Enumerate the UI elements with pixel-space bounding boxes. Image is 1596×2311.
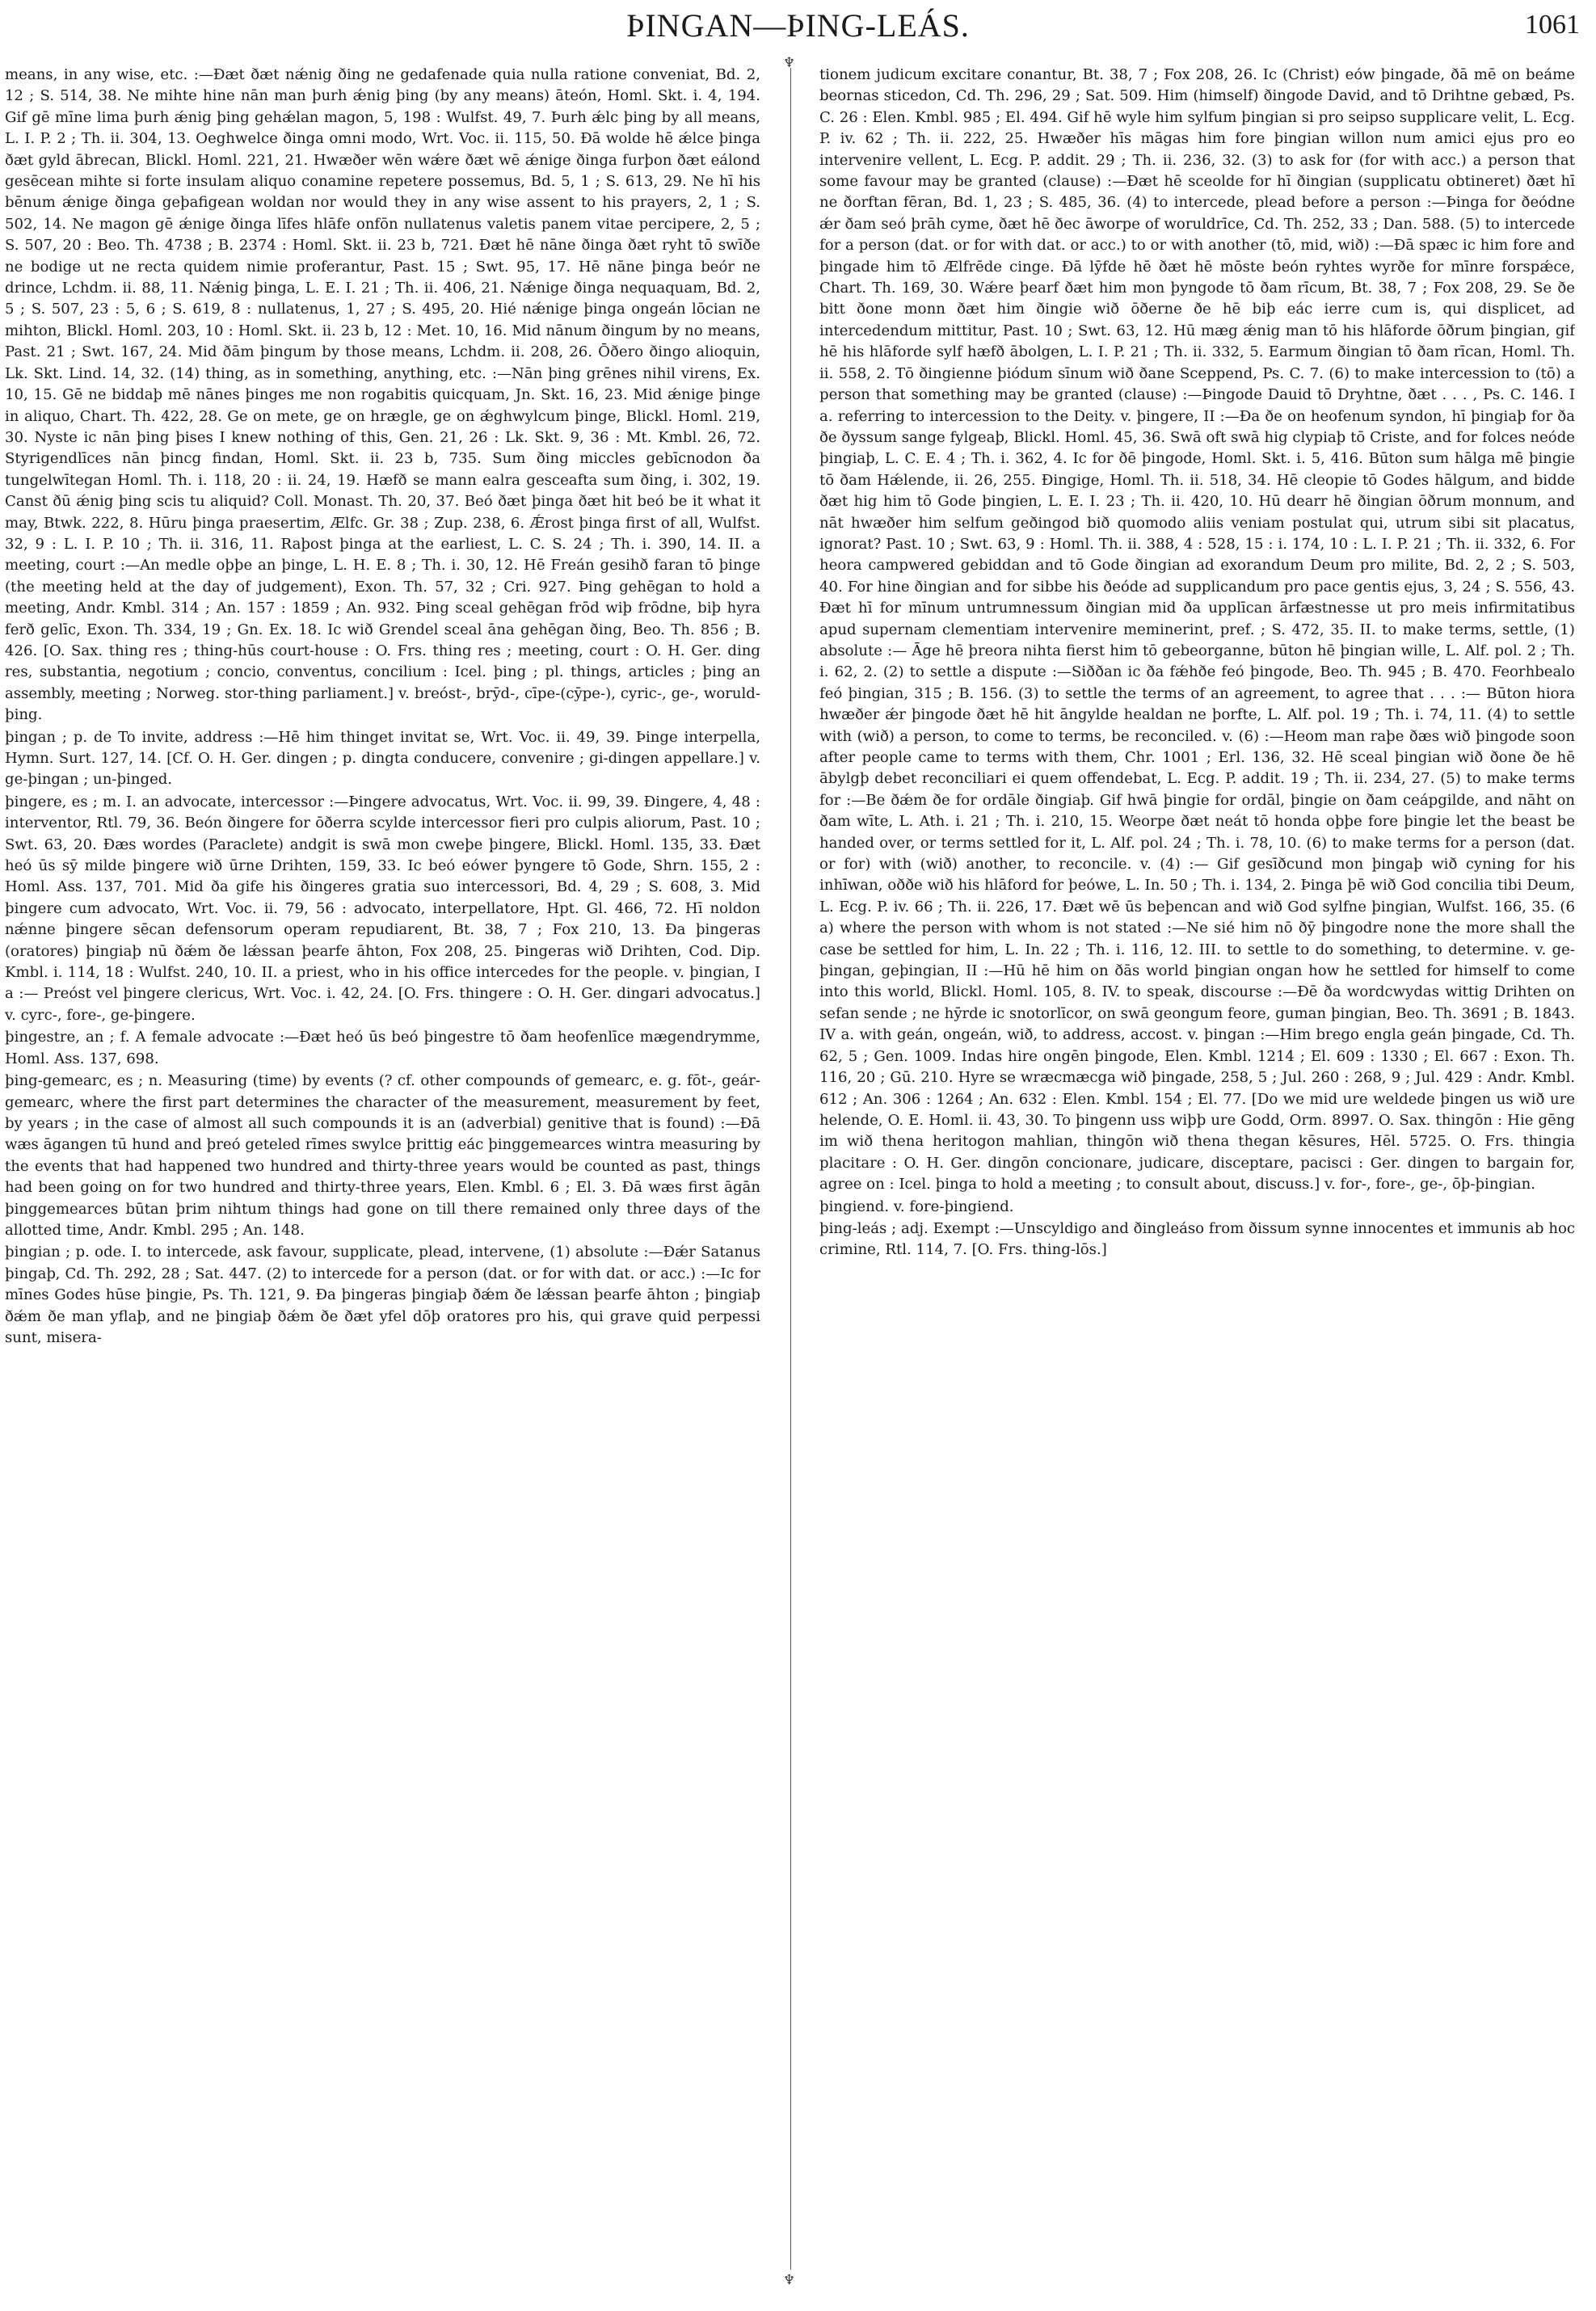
column-ornament-bottom-icon: ♆ xyxy=(783,2272,796,2288)
page-number: 1061 xyxy=(1525,10,1580,40)
entry-thingiend: þingiend. v. fore-þingiend. xyxy=(819,1198,1014,1215)
entry-thingere: þingere, es ; m. I. an advocate, intercessor :—Þingere advocatus, Wrt. Voc. ii. 99, 39. Ðingere, 4, 48 : interventor, Rtl. 79, 36. Beón ðingere for ōðerra scylde intercessor fieri pro culpis aliorum, Past. 10 ; Swt. 63, 20. Ðæs wordes (Paraclete) andgit is swā mon cweþe þingere, Blickl. Homl. 135, 33. Ðæt heó ūs sȳ milde þingere wið ūrne Drihten, 159, 33. Ic beó eówer þyngere tō Gode, Shrn. 155, 2 : Homl. Ass. 137, 701. Mid ða gife his ðingeres gratia suo intercessori, Bd. 4, 29 ; S. 608, 3. Mid þingere cum advocato, Wrt. Voc. ii. 79, 56 : advocato, interpellatore, Hpt. Gl. 466, 72. Hī noldon nǽnne þingere sēcan defensorum operam repudiarent, Bt. 38, 7 ; Fox 210, 13. Ða þingeras (oratores) þingiaþ nū ðǽm ðe lǽssan þearfe āhton, Fox 208, 25. Þingeras wið Drihten, Cod. Dip. Kmbl. i. 114, 18 : Wulfst. 240, 10. II. a priest, who in his office intercedes for the people. v. þingian, I a :— Preóst vel þingere clericus, Wrt. Voc. i. 42, 24. [O. Frs. thingere : O. H. Ger. dingari advocatus.] v. cyrc-, fore-, ge-þingere. xyxy=(5,793,760,1024)
entry-thingian-continued: tionem judicum excitare conantur, Bt. 38, 7 ; Fox 208, 26. Ic (Christ) eów þingade, ðā mē on beáme beornas sticedon, Cd. Th. 296, 29 ; Sat. 509. Him (himself) ðingode David, and tō Drihtne gebæd, Ps. C. 26 : Elen. Kmbl. 985 ; El. 494. Gif hē wyle him sylfum þingian si pro seipso supplicare velit, L. Ecg. P. iv. 62 ; Th. ii. 222, 25. Hwæðer hīs māgas him fore þingian willon num amici ejus pro eo intervenire vellent, L. Ecg. P. addit. 29 ; Th. ii. 236, 32. (3) to ask for (for with acc.) a person that some favour may be granted (clause) :—Ðæt hē sceolde for hī ðingian (supplicatu obtineret) ðæt hī ne ðorftan fēran, Bd. 1, 23 ; S. 485, 36. (4) to intercede, plead before a person :—Þinga for ðeódne ǽr ðam seó þrāh cyme, ðæt hē ðec āworpe of woruldrīce, Cd. Th. 252, 33 ; Dan. 588. (5) to intercede for a person (dat. or for with dat. or acc.) to or with another (tō, mid, wið) :—Ðā spæc ic him fore and þingade him tō Ælfrēde cinge. Ðā lȳfde hē ðæt hē mōste beón ryhtes wyrðe for mīnre forspǽce, Chart. Th. 169, 30. Wǽre þearf ðæt him mon þyngode tō ðam rīcum, Bt. 38, 7 ; Fox 208, 29. Se ðe bitt ðone monn ðæt him ðingie wið ōðerne ðe hē biþ eác ierre cum is, qui displicet, ad intercedendum mittitur, Past. 10 ; Swt. 63, 12. Hū mæg ǽnig man tō his hlāforde ōðrum þingian, gif hē his hlāforde sylf hæfð ābolgen, L. I. P. 21 ; Th. ii. 332, 5. Earmum ðingian tō ðam rīcan, Homl. Th. ii. 558, 2. Tō ðingienne þiódum sīnum wið ðane Sceppend, Ps. C. 7. (6) to make intercession to (tō) a person that something may be granted (clause) :—Þingode Dauid tō Dryhtne, ðæt . . . , Ps. C. 146. I a. referring to intercession to the Deity. v. þingere, II :—Ða ðe on heofenum syndon, hī þingiaþ for ða ðe ðyssum sange fylgeaþ, Blickl. Homl. 45, 36. Swā oft swā hig clypiaþ tō Criste, and for folces neóde þingiaþ, L. C. E. 4 ; Th. i. 362, 4. Ic for ðē þingode, Homl. Skt. i. 5, 416. Būton sum hālga mē þingie tō ðam Hǽlende, ii. 26, 255. Ðingige, Homl. Th. ii. 518, 34. Hē cleopie tō Godes hālgum, and bidde ðæt hig him tō Gode þingien, L. E. I. 23 ; Th. ii. 420, 10. Hū dearr hē ðingian ōðrum monnum, and nāt hwæðer him selfum geðingod bið quomodo aliis veniam postulat qui, utrum sibi sit placatus, ignorat? Past. 10 ; Swt. 63, 9 : Homl. Th. ii. 388, 4 : 528, 15 : i. 174, 10 : L. I. P. 21 ; Th. ii. 332, 6. For heora campwered gebiddan and tō Gode ðingian ad exorandum Deum pro milite, Bd. 2, 2 ; S. 503, 40. For hine ðingian and for sibbe his ðeóde ad supplicandum pro pace gentis ejus, 3, 24 ; S. 556, 43. Ðæt hī for mīnum untrumnessum ðingian mid ða upplīcan ārfæstnesse ut pro meis infirmitatibus apud supernam clementiam intervenire meminerint, pref. ; S. 472, 35. II. to make terms, settle, (1) absolute :— Āge hē þreora nihta fierst him tō gebeorganne, būton hē þingian wille, L. Alf. pol. 2 ; Th. i. 62, 2. (2) to settle a dispute :—Siððan ic ða fǽhðe feó þingode, Beo. Th. 945 ; B. 470. Feorhbealo feó þingian, 315 ; B. 156. (3) to settle the terms of an agreement, to agree that . . . :— Būton hiora hwæðer ǽr þingode ðæt hē hit āngylde healdan ne þorfte, L. Alf. pol. 19 ; Th. i. 74, 11. (4) to settle with (wið) a person, to come to terms, be reconciled. v. (6) :—Heom man raþe ðæs wið þingode soon after people came to terms with them, Chr. 1001 ; Erl. 136, 32. Hē sceal þingian wið ðone ðe hē ābylgþ debet reconciliari ei quem offendebat, L. Ecg. P. addit. 19 ; Th. ii. 234, 27. (5) to make terms for :—Be ðǽm ðe for ordāle ðingiaþ. Gif hwā þingie for ordāl, þingie on ðam ceápgilde, and nāht on ðam wīte, L. Ath. i. 21 ; Th. i. 210, 15. Weorpe ðæt neát tō honda oþþe fore þingie let the beast be handed over, or terms settled for it, L. Alf. pol. 24 ; Th. i. 78, 10. (6) to make terms for a person (dat. or for) with (wið) another, to reconcile. v. (4) :— Gif gesīðcund mon þingaþ wið cyning for his inhīwan, oððe wið his hlāford for þeówe, L. In. 50 ; Th. i. 134, 2. Þinga þē wið God concilia tibi Deum, L. Ecg. P. iv. 66 ; Th. ii. 226, 17. Ðæt wē ūs beþencan and wið God sylfne þingian, Wulfst. 166, 35. (6 a) where the person with whom is not stated :—Ne sié him nō ðȳ þingodre none the more shall the case be settled for him, L. In. 22 ; Th. i. 116, 12. III. to settle to do something, to determine. v. ge-þingan, geþingian, II :—Hū hē him on ðās world þingian ongan how he settled for himself to come into this world, Blickl. Homl. 105, 8. IV. to speak, discourse :—Ðē ða wordcwydas wittig Drihten on sefan sende ; ne hȳrde ic snotorlīcor, on swā geongum feore, guman þingian, Beo. Th. 3691 ; B. 1843. IV a. with geán, ongeán, wið, to address, accost. v. þingan :—Him brego engla geán þingade, Cd. Th. 62, 5 ; Gen. 1009. Indas hire ongēn þingode, Elen. Kmbl. 1214 ; El. 609 : 1330 ; El. 667 : Exon. Th. 116, 20 ; Gū. 210. Hyre se wræcmæcga wið þingade, 258, 5 ; Jul. 260 : 268, 9 ; Jul. 429 : Andr. Kmbl. 612 ; An. 306 : 1264 ; An. 632 : Elen. Kmbl. 154 ; El. 77. [Do we mid ure weldede þingen us wið ure helende, O. E. Homl. ii. 43, 30. To þingenn uss wiþþ ure Godd, Orm. 8997. O. Sax. thingōn : Hie gēng im wið thena heritogon mahlian, thingōn wið thena thegan kēsures, Hēl. 5725. O. Frs. thingia placitare : O. H. Ger. dingōn concionare, judicare, disceptare, pacisci : Ger. dingen to bargain for, agree on : Icel. þinga to hold a meeting ; to consult about, discuss.] v. for-, fore-, ge-, ōþ-þingian. xyxy=(819,66,1575,1193)
running-headword: ÞINGAN—ÞING-LEÁS. xyxy=(626,7,970,44)
entry-thingan: þingan ; p. de To invite, address :—Hē him thinget invitat se, Wrt. Voc. ii. 49, 39. Þinge interpella, Hymn. Surt. 127, 14. [Cf. O. H. Ger. dingen ; p. dingta conducere, convenire ; gi-dingen appellare.] v. ge-þingan ; un-þinged. xyxy=(5,728,760,789)
right-column xyxy=(819,65,1575,2303)
entry-thingestre: þingestre, an ; f. A female advocate :—Ðæt heó ūs beó þingestre tō ðam heofenlīce mægendrymme, Homl. Ass. 137, 698. xyxy=(5,1029,760,1067)
left-column xyxy=(5,65,760,2303)
column-ornament-top-icon: ♆ xyxy=(783,55,796,71)
entry-thing-continued: means, in any wise, etc. :—Ðæt ðæt nǽnig ðing ne gedafenade quia nulla ratione conveniat, Bd. 2, 12 ; S. 514, 38. Ne mihte hine nān man þurh ǽnig þing (by any means) āteón, Homl. Skt. i. 4, 194. Gif gē mīne lima þurh ǽnig þing gehǽlan magon, 5, 198 : Wulfst. 49, 7. Þurh ǽlc þing by all means, L. I. P. 2 ; Th. ii. 304, 13. Oeghwelce ðinga omni modo, Wrt. Voc. ii. 115, 50. Ðā wolde hē ǽlce þinga ðæt gyld ābrecan, Blickl. Homl. 221, 21. Hwæðer wēn wǽre ðæt wē ǽnige ðinga furþon ðæt eálond gesēcean mihte si forte insulam aliquo conamine repetere possemus, Bd. 5, 1 ; S. 613, 29. Ne hī his bēnum ǽnige ðinga geþafigean woldan nor would they in any wise assent to his prayers, 2, 1 ; S. 502, 14. Ne magon gē ǽnige ðinga līfes hlāfe onfōn nullatenus valetis panem vitae percipere, 2, 5 ; S. 507, 20 : Beo. Th. 4738 ; B. 2374 : Homl. Skt. ii. 23 b, 721. Ðæt hē nāne ðinga ðæt ryht tō swīðe ne bodige ut ne recta quidem nimie proferantur, Past. 15 ; Swt. 95, 17. Hē nāne þinga beór ne drince, Lchdm. ii. 88, 11. Nǽnig þinga, L. E. I. 21 ; Th. ii. 406, 21. Nǽnige ðinga nequaquam, Bd. 2, 5 ; S. 507, 23 : 5, 6 ; S. 619, 8 : nullatenus, 1, 27 ; S. 495, 20. Hié nǽnige þinga ongeán lōcian ne mihton, Blickl. Homl. 203, 10 : Homl. Skt. ii. 23 b, 12 : Met. 10, 16. Mid nānum ðingum by no means, Past. 21 ; Swt. 167, 24. Mid ðām þingum by those means, Lchdm. ii. 208, 26. Ōðero ðingo alioquin, Lk. Skt. Lind. 14, 32. (14) thing, as in something, anything, etc. :—Nān þing grēnes nihil virens, Ex. 10, 15. Gē ne biddaþ mē nānes þinges me non rogabitis quicquam, Jn. Skt. 16, 23. Mid ǽnige þinge in aliquo, Chart. Th. 422, 28. Ge on mete, ge on hrægle, ge on ǽghwylcum þinge, Blickl. Homl. 219, 30. Nyste ic nān þing þises I knew nothing of this, Gen. 21, 26 : Lk. Skt. 9, 36 : Mt. Kmbl. 26, 72. Styrigendlīces nān þincg findan, Homl. Skt. ii. 23 b, 735. Sum ðing miccles gebīcnodon ða tungelwītegan Homl. Th. i. 118, 20 : ii. 24, 19. Hæfð se mann ealra gesceafta sum ðing, i. 302, 19. Canst ðū ǽnig þing scis tu aliquid? Coll. Monast. Th. 20, 37. Beó ðæt þinga ðæt hit beó be it what it may, Btwk. 222, 8. Hūru þinga praesertim, Ælfc. Gr. 38 ; Zup. 238, 6. Ǽrost þinga first of all, Wulfst. 32, 9 : L. I. P. 10 ; Th. ii. 316, 11. Raþost þinga at the earliest, L. C. S. 24 ; Th. i. 390, 14. II. a meeting, court :—An medle oþþe an þinge, L. H. E. 8 ; Th. i. 30, 12. Hē Freán gesihð faran tō þinge (the meeting held at the day of judgement), Exon. Th. 57, 32 ; Cri. 927. Þing gehēgan to hold a meeting, Andr. Kmbl. 314 ; An. 157 : 1859 ; An. 932. Þing sceal gehēgan frōd wiþ frōdne, biþ hyra ferð gelīc, Exon. Th. 334, 19 ; Gn. Ex. 18. Ic wið Grendel sceal āna gehēgan ðing, Beo. Th. 856 ; B. 426. [O. Sax. thing res ; thing-hūs court-house : O. Frs. thing res ; meeting, court : O. H. Ger. ding res, substantia, negotium ; concio, conventus, concilium : Icel. þing ; pl. things, articles ; þing an assembly, meeting ; Norweg. stor-thing parliament.] v. breóst-, brȳd-, cīpe-(cȳpe-), cyric-, ge-, woruld-þing. xyxy=(5,66,760,724)
entry-thingian: þingian ; p. ode. I. to intercede, ask favour, supplicate, plead, intervene, (1) absolute :—Ðǽr Satanus þingaþ, Cd. Th. 292, 28 ; Sat. 447. (2) to intercede for a person (dat. or for with dat. or acc.) :—Ic for mīnes Godes hūse þingie, Ps. Th. 121, 9. Ða þingeras þingiaþ ðǽm ðe lǽssan þearfe āhton ; þingiaþ ðǽm ðe man yflaþ, and ne þingiaþ ðǽm ðe ðæt yfel dōþ oratores pro his, qui grave quid perpessi sunt, misera- xyxy=(5,1244,760,1346)
entry-thing-gemearc: þing-gemearc, es ; n. Measuring (time) by events (? cf. other compounds of gemearc, e. g. fōt-, geár-gemearc, where the first part determines the character of the measurement, measurement by feet, by years ; in the case of almost all such compounds it is an (adverbial) genitive that is found) :—Ðā wæs āgangen tū hund and þreó geteled rīmes swylce þrittig eác þinggemearces wintra measuring by the events that had happened two hundred and thirty-three years would be counted as past, things had been going on for two hundred and thirty-three years, Elen. Kmbl. 6 ; El. 3. Ðā wæs first āgān þinggemearces būtan þrim nihtum things had gone on till there remained only three days of the allotted time, Andr. Kmbl. 295 ; An. 148. xyxy=(5,1072,760,1239)
column-divider xyxy=(790,68,791,2270)
page-header xyxy=(0,6,1596,55)
entry-thing-leas: þing-leás ; adj. Exempt :—Unscyldigo and ðingleáso from ðissum synne innocentes et immunis ab hoc crimine, Rtl. 114, 7. [O. Frs. thing-lōs.] xyxy=(819,1219,1575,1259)
